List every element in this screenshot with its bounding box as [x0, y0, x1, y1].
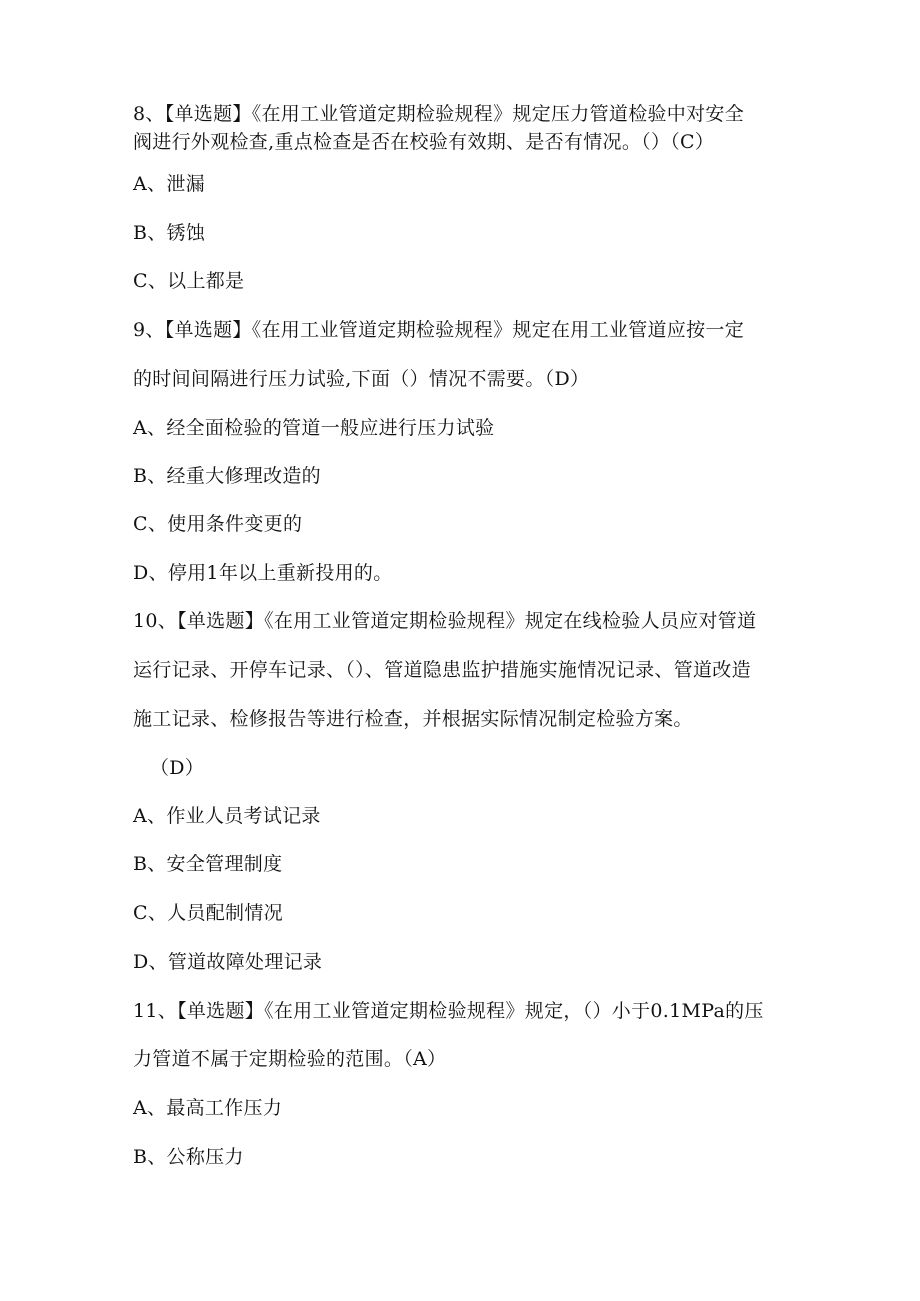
question-10-line-3: 施工记录、检修报告等进行检查，并根据实际情况制定检验方案。	[133, 708, 693, 730]
question-9-option-b: B、经重大修理改造的	[133, 465, 321, 487]
question-9-line-2: 的时间间隔进行压力试验,下面（）情况不需要。（D）	[133, 368, 590, 390]
question-11-option-a: A、最高工作压力	[133, 1097, 283, 1119]
question-9-option-a: A、经全面检验的管道一般应进行压力试验	[133, 417, 495, 439]
question-10-option-d: D、管道故障处理记录	[133, 951, 323, 973]
question-8-option-a: A、泄漏	[133, 173, 205, 195]
question-10-line-2: 运行记录、开停车记录、（）、管道隐患监护措施实施情况记录、管道改造	[133, 659, 751, 681]
question-11-line-2: 力管道不属于定期检验的范围。（A）	[133, 1048, 447, 1070]
question-8-option-b: B、锈蚀	[133, 222, 206, 244]
question-10-line-1: 10、【单选题】《在用工业管道定期检验规程》规定在线检验人员应对管道	[133, 610, 757, 632]
question-11-option-b: B、公称压力	[133, 1146, 244, 1168]
question-10-option-b: B、安全管理制度	[133, 853, 283, 875]
question-8-option-c: C、以上都是	[133, 270, 245, 292]
question-10-option-c: C、人员配制情况	[133, 902, 283, 924]
question-11-line-1: 11、【单选题】《在用工业管道定期检验规程》规定，（）小于0.1MPa的压	[133, 1000, 764, 1022]
question-9-option-d: D、停用1年以上重新投用的。	[133, 562, 393, 584]
question-9-line-1: 9、【单选题】《在用工业管道定期检验规程》规定在用工业管道应按一定	[133, 319, 744, 341]
question-8-line-1: 8、【单选题】《在用工业管道定期检验规程》规定压力管道检验中对安全	[133, 103, 744, 125]
question-10-option-a: A、作业人员考试记录	[133, 805, 321, 827]
question-10-answer: （D）	[150, 757, 205, 779]
question-8-line-2: 阀进行外观检查,重点检查是否在校验有效期、是否有情况。（）（C）	[133, 131, 715, 153]
question-9-option-c: C、使用条件变更的	[133, 513, 303, 535]
